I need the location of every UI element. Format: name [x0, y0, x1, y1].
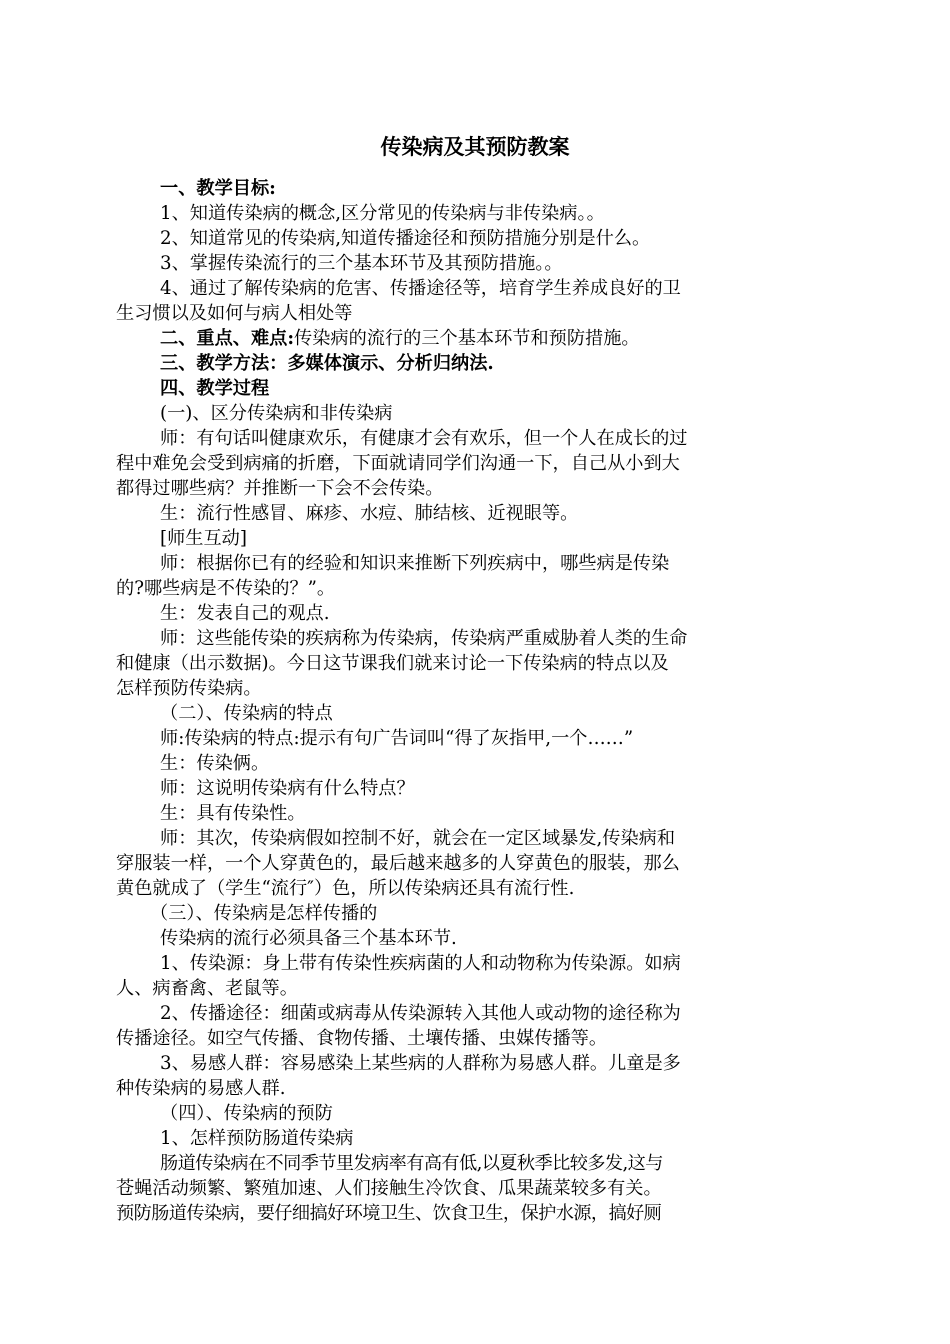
paragraph-line: 师：根据你已有的经验和知识来推断下列疾病中，哪些病是传染 [160, 553, 670, 574]
paragraph-line: 3、易感人群：容易感染上某些病的人群称为易感人群。儿童是多 [160, 1053, 681, 1074]
objective-1: 1、知道传染病的概念,区分常见的传染病与非传染病。。 [160, 203, 605, 224]
paragraph-line: 生：传染俩。 [160, 753, 270, 774]
paragraph-line: 传染病的流行必须具备三个基本环节. [160, 928, 457, 949]
subsection-3: （三）、传染病是怎样传播的 [150, 903, 378, 924]
subsection-2: （二）、传染病的特点 [160, 703, 333, 724]
paragraph-line: 1、怎样预防肠道传染病 [160, 1128, 354, 1149]
subsection-1: (一)、区分传染病和非传染病 [160, 403, 393, 424]
paragraph-line: 和健康（出示数据)。今日这节课我们就来讨论一下传染病的特点以及 [116, 653, 669, 674]
objective-4: 4、通过了解传染病的危害、传播途径等，培育学生养成良好的卫 [160, 278, 681, 299]
document-title: 传染病及其预防教案 [380, 134, 570, 159]
paragraph-line: 师:传染病的特点:提示有句广告词叫“得了灰指甲,一个……” [160, 728, 634, 749]
paragraph-line: 传播途径。如空气传播、食物传播、土壤传播、虫媒传播等。 [116, 1028, 608, 1049]
objective-4-cont: 生习惯以及如何与病人相处等 [116, 303, 353, 324]
keypoints-label: 二、重点、难点: [160, 328, 295, 349]
paragraph-line: 生：发表自己的观点. [160, 603, 330, 624]
paragraph-line: 生：具有传染性。 [160, 803, 306, 824]
paragraph-line: 黄色就成了（学生“流行″）色，所以传染病还具有流行性. [116, 878, 575, 899]
paragraph-line: 生：流行性感冒、麻疹、水痘、肺结核、近视眼等。 [160, 503, 579, 524]
paragraph-line: 程中难免会受到病痛的折磨，下面就请同学们沟通一下，自己从小到大 [116, 453, 680, 474]
section-heading-methods: 三、教学方法：多媒体演示、分析归纳法. [160, 353, 494, 374]
keypoints-text: 传染病的流行的三个基本环节和预防措施。 [294, 328, 640, 349]
section-heading-process: 四、教学过程 [160, 378, 270, 399]
paragraph-line: 师：有句话叫健康欢乐，有健康才会有欢乐，但一个人在成长的过 [160, 428, 688, 449]
section-heading-objectives: 一、教学目标: [160, 178, 276, 199]
paragraph-line: 肠道传染病在不同季节里发病率有高有低,以夏秋季比较多发,这与 [160, 1153, 663, 1174]
objective-3: 3、掌握传染流行的三个基本环节及其预防措施。。 [160, 253, 563, 274]
objective-2: 2、知道常见的传染病,知道传播途径和预防措施分别是什么。 [160, 228, 651, 249]
paragraph-line: 种传染病的易感人群. [116, 1078, 286, 1099]
paragraph-line: [师生互动] [160, 528, 247, 549]
paragraph-line: 穿服装一样，一个人穿黄色的，最后越来越多的人穿黄色的服装，那么 [116, 853, 680, 874]
paragraph-line: 都得过哪些病？并推断一下会不会传染。 [116, 478, 444, 499]
paragraph-line: 1、传染源：身上带有传染性疾病菌的人和动物称为传染源。如病 [160, 953, 681, 974]
paragraph-line: 师：其次，传染病假如控制不好，就会在一定区域暴发,传染病和 [160, 828, 676, 849]
paragraph-line: 苍蝇活动频繁、繁殖加速、人们接触生冷饮食、瓜果蔬菜较多有关。 [116, 1178, 662, 1199]
paragraph-line: 人、病畜禽、老鼠等。 [116, 978, 298, 999]
paragraph-line: 师：这些能传染的疾病称为传染病，传染病严重威胁着人类的生命 [160, 628, 688, 649]
paragraph-line: 的?哪些病是不传染的？”。 [116, 578, 336, 599]
section-heading-keypoints [160, 326, 860, 351]
subsection-4: （四）、传染病的预防 [160, 1103, 333, 1124]
paragraph-line: 2、传播途径：细菌或病毒从传染源转入其他人或动物的途径称为 [160, 1003, 681, 1024]
paragraph-line: 预防肠道传染病，要仔细搞好环境卫生、饮食卫生，保护水源，搞好厕 [116, 1203, 662, 1224]
paragraph-line: 师：这说明传染病有什么特点？ [160, 778, 415, 799]
paragraph-line: 怎样预防传染病。 [116, 678, 262, 699]
